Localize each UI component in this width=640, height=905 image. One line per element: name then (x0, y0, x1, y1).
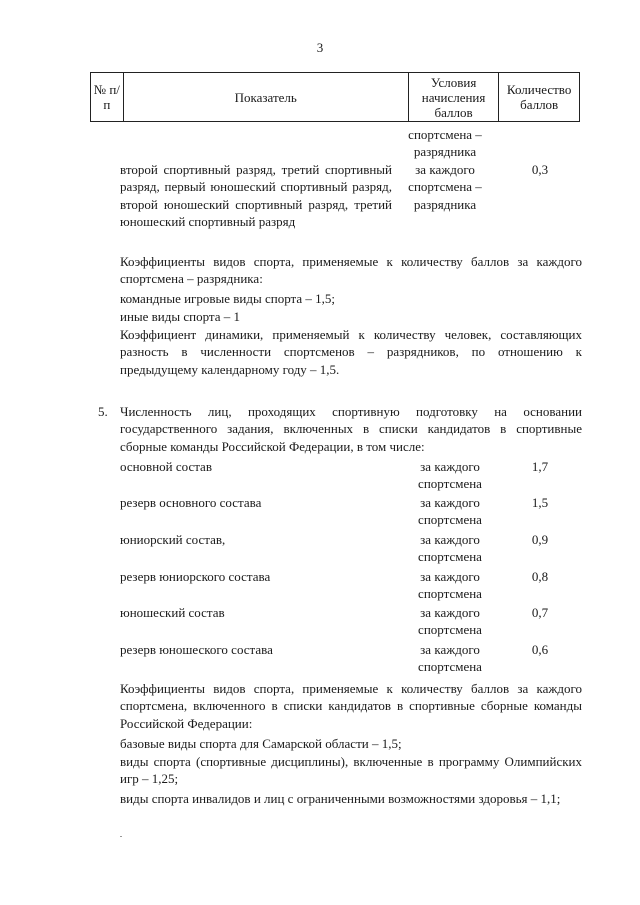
row-points: 0,9 (531, 532, 549, 547)
coef2-olympic: виды спорта (спортивные дисциплины), включенные в программу Олимпийских игр – 1,25; (120, 754, 582, 787)
page-number: 3 (316, 40, 324, 55)
condition-continuation: спортсмена – разрядника (408, 127, 482, 160)
table-header (90, 72, 580, 122)
second-rank-condition: за каждого спортсмена – разрядника (408, 162, 482, 212)
row-condition: за каждого спортсмена (418, 569, 482, 602)
second-rank-points: 0,3 (531, 162, 549, 177)
row-condition: за каждого спортсмена (418, 495, 482, 528)
scan-speck (120, 836, 122, 837)
header-points: Количество баллов (499, 73, 580, 122)
coef1-dynamics: Коэффициент динамики, применяемый к количеству человек, составляющих разность в численности спортсменов – разрядников, по отношению к предыдущему календарному году – 1,5. (120, 327, 582, 377)
coef2-intro: Коэффициенты видов спорта, применяемые к количеству баллов за каждого спортсмена, включенного в списки кандидатов в спортивные сборные команды Российской Федерации: (120, 681, 582, 731)
item5-number: 5. (98, 404, 108, 419)
coef1-other: иные виды спорта – 1 (120, 309, 241, 324)
row-condition: за каждого спортсмена (418, 532, 482, 565)
row-condition: за каждого спортсмена (418, 642, 482, 675)
row-points: 0,7 (531, 605, 549, 620)
coef2-disabled: виды спорта инвалидов и лиц с ограниченными возможностями здоровья – 1,1; (120, 791, 561, 806)
row-points: 1,7 (531, 459, 549, 474)
item5-text: Численность лиц, проходящих спортивную подготовку на основании государственного задания, включенных в списки кандидатов в спортивные сборные команды Российской Федерации, в том числе: (120, 404, 582, 454)
row-points: 1,5 (531, 495, 549, 510)
row-name: резерв юниорского состава (120, 569, 271, 584)
coef2-base: базовые виды спорта для Самарской области – 1,5; (120, 736, 402, 751)
coef1-team: командные игровые виды спорта – 1,5; (120, 291, 336, 306)
row-name: основной состав (120, 459, 212, 474)
header-indicator: Показатель (123, 73, 408, 122)
row-name: юношеский состав (120, 605, 225, 620)
coef1-intro: Коэффициенты видов спорта, применяемые к количеству баллов за каждого спортсмена – разрядника: (120, 254, 582, 287)
row-name: резерв основного состава (120, 495, 262, 510)
header-number: № п/п (91, 73, 124, 122)
row-points: 0,8 (531, 569, 549, 584)
row-name: резерв юношеского состава (120, 642, 273, 657)
row-points: 0,6 (531, 642, 549, 657)
second-rank-text: второй спортивный разряд, третий спортивный разряд, первый юношеский спортивный разряд, второй юношеский спортивный разряд, третий юношеский спортивный разряд (120, 162, 392, 230)
header-conditions: Условия начисления баллов (408, 73, 498, 122)
row-condition: за каждого спортсмена (418, 605, 482, 638)
row-name: юниорский состав, (120, 532, 226, 547)
row-condition: за каждого спортсмена (418, 459, 482, 492)
